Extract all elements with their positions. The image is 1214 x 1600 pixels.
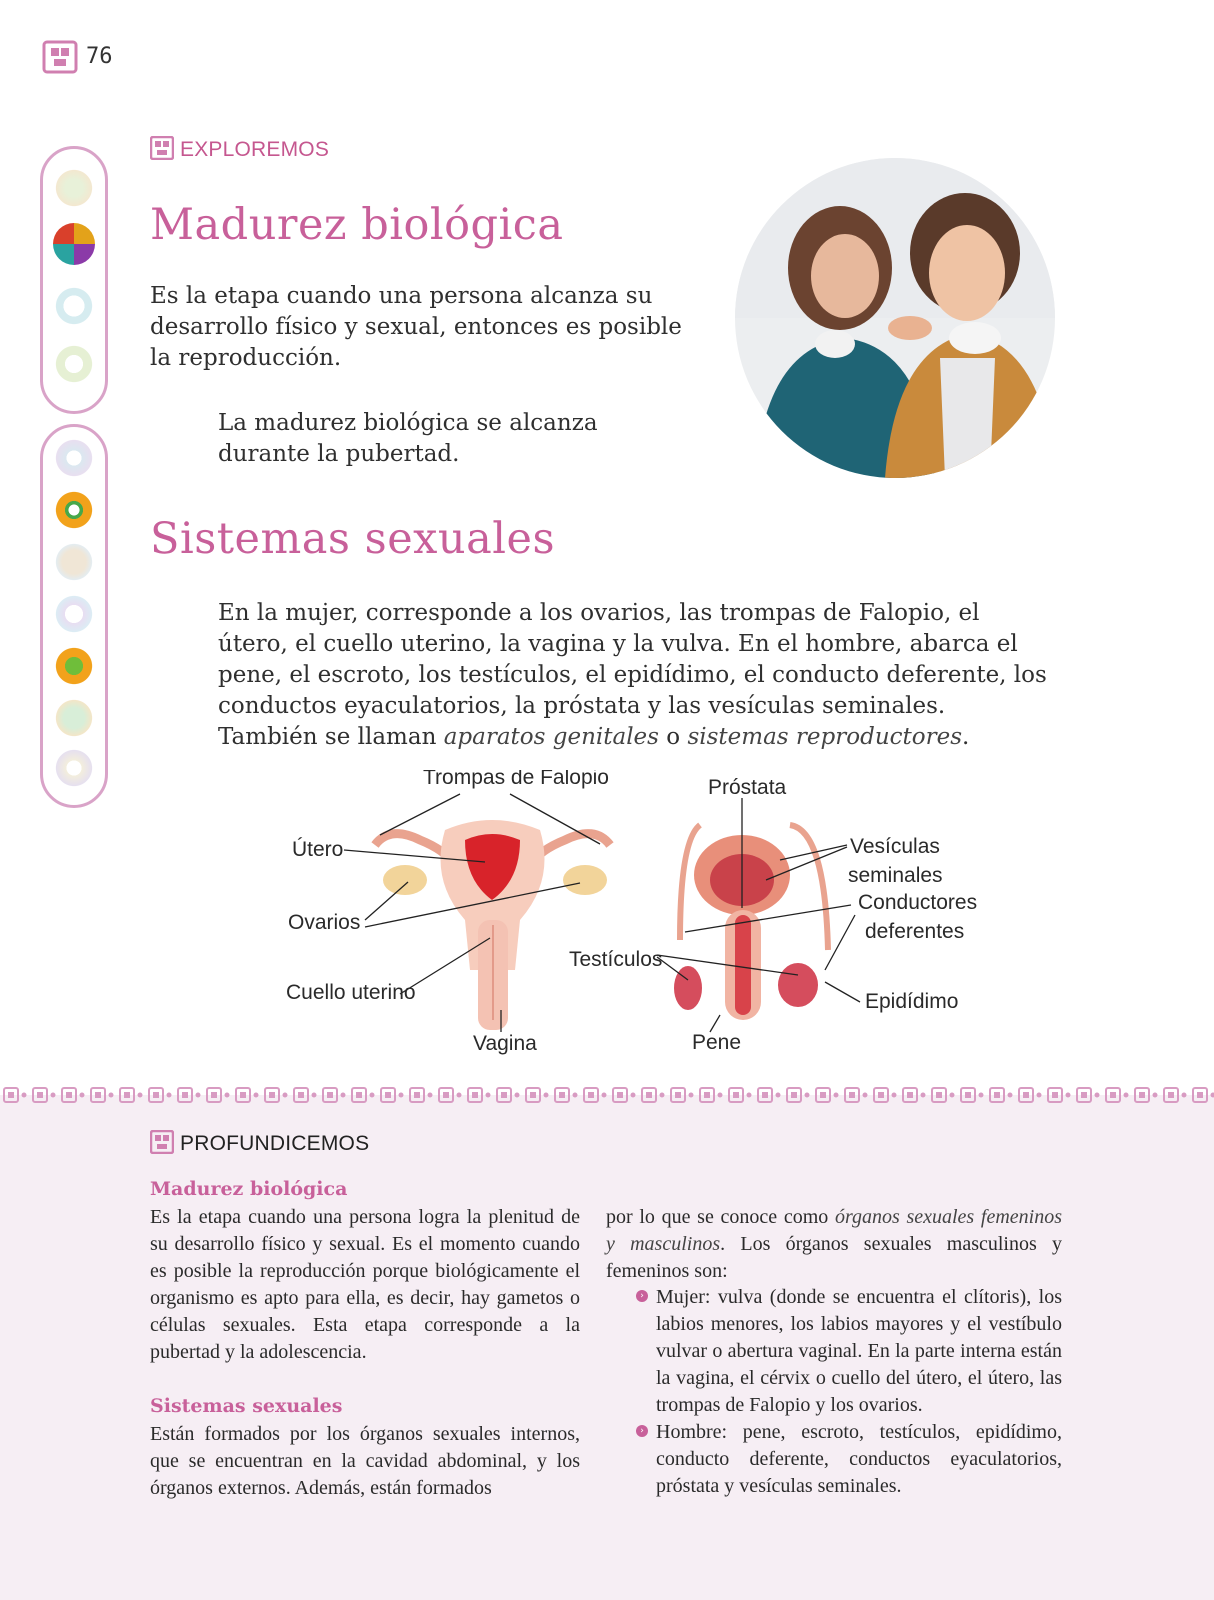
sistemas-text-b: o: [658, 724, 688, 750]
continuation-text-b: . Los órganos sexuales masculinos y femeninos son:: [606, 1233, 1062, 1282]
section-label-profundicemos: PROFUNDICEMOS: [180, 1132, 370, 1155]
reproductive-systems-diagram: [280, 770, 980, 1090]
sistemas-text-c: .: [962, 724, 970, 750]
label-prostata: Próstata: [708, 776, 787, 799]
paragraph-deep-sistemas: Están formados por los órganos sexuales internos, que se encuentran en la cavidad abdominal, y los órganos externos. Además, están formados: [150, 1423, 580, 1499]
label-epididimo: Epidídimo: [865, 990, 959, 1013]
ring-icon: [53, 489, 95, 531]
label-vesiculas-2: seminales: [848, 864, 943, 887]
profundicemos-glyph-icon: [150, 1130, 174, 1154]
section-label-exploremos: EXPLOREMOS: [180, 138, 330, 161]
label-testiculos: Testículos: [569, 948, 663, 971]
circle-swirl-icon: [53, 747, 95, 789]
teen-couple-photo: [735, 158, 1055, 478]
people-icon: [53, 285, 95, 327]
term-sistemas-reproductores: sistemas reproductores: [687, 724, 963, 750]
bullet-arrow-icon: ›: [636, 1290, 648, 1302]
paragraph-madurez-pubertad: La madurez biológica se alcanza durante la pubertad.: [218, 410, 598, 467]
list-item-hombre: Hombre: pene, escroto, testículos, epidídimo, conducto deferente, conductos eyaculatorios, próstata y vesículas seminales.: [656, 1421, 1062, 1497]
dancing-figure-icon: [53, 223, 95, 265]
label-trompas: Trompas de Falopio: [423, 770, 609, 789]
term-organos-sexuales: órganos sexuales femeninos y masculinos: [606, 1206, 1062, 1255]
paragraph-deep-continuation: [606, 1204, 1062, 1285]
list-item-mujer: Mujer: vulva (donde se encuentra el clítoris), los labios menores, los labios mayores y el vestíbulo vulvar o abertura vaginal. En la parte interna están la vagina, el cérvix o cuello del útero, el útero, las trompas de Falopio y los ovarios.: [656, 1286, 1062, 1416]
lotus-icon: [53, 645, 95, 687]
continuation-text-a: por lo que se conoce como: [606, 1206, 835, 1228]
label-cuello-uterino: Cuello uterino: [286, 981, 416, 1004]
label-pene: Pene: [692, 1031, 742, 1054]
diamond-icon: [53, 437, 95, 479]
term-aparatos-genitales: aparatos genitales: [443, 724, 659, 750]
sistemas-text-a: En la mujer, corresponde a los ovarios, las trompas de Falopio, el útero, el cuello uterino, la vagina y la vulva. En el hombre, abarca el pene, el escroto, los testículos, el epidídimo, el conducto deferente, los conductos eyaculatorios, la próstata y las vesículas seminales. También se llaman: [218, 600, 1047, 750]
plant-figure-icon: [53, 343, 95, 385]
paragraph-sistemas-sexuales: [218, 598, 1048, 753]
ornament-glyph-icon: [42, 40, 78, 74]
label-utero: Útero: [292, 838, 344, 861]
list-item: [636, 1284, 1062, 1419]
page-number: 76: [86, 44, 113, 69]
hill-icon: [53, 697, 95, 739]
bullet-arrow-icon: ›: [636, 1425, 648, 1437]
label-vagina: Vagina: [473, 1032, 537, 1055]
ornamental-divider: [0, 1083, 1214, 1107]
subheading-madurez: Madurez biológica: [150, 1178, 348, 1200]
list-item: [636, 1419, 1062, 1500]
links-icon: [53, 593, 95, 635]
sun-icon: [53, 167, 95, 209]
subheading-sistemas: Sistemas sexuales: [150, 1395, 343, 1417]
sidebar-capsule-bottom: [40, 424, 108, 808]
paragraph-deep-madurez: Es la etapa cuando una persona logra la plenitud de su desarrollo físico y sexual. Es el momento cuando es posible la reproducción porque biológicamente el organismo es apto para ella, es decir, hay gametos o células sexuales. Esta etapa corresponde a la pubertad y la adolescencia.: [150, 1206, 580, 1363]
explore-glyph-icon: [150, 136, 174, 160]
weave-icon: [53, 541, 95, 583]
heading-sistemas-sexuales: Sistemas sexuales: [150, 514, 556, 564]
organs-list: [636, 1284, 1062, 1500]
label-vesiculas-1: Vesículas: [850, 835, 940, 858]
heading-madurez-biologica: Madurez biológica: [150, 200, 564, 250]
label-ovarios: Ovarios: [288, 911, 361, 934]
label-conductores-1: Conductores: [858, 891, 978, 914]
sidebar-capsule-top: [40, 146, 108, 414]
label-conductores-2: deferentes: [865, 920, 965, 943]
paragraph-madurez-definition: Es la etapa cuando una persona alcanza su desarrollo físico y sexual, entonces es posible la reproducción.: [150, 283, 682, 371]
